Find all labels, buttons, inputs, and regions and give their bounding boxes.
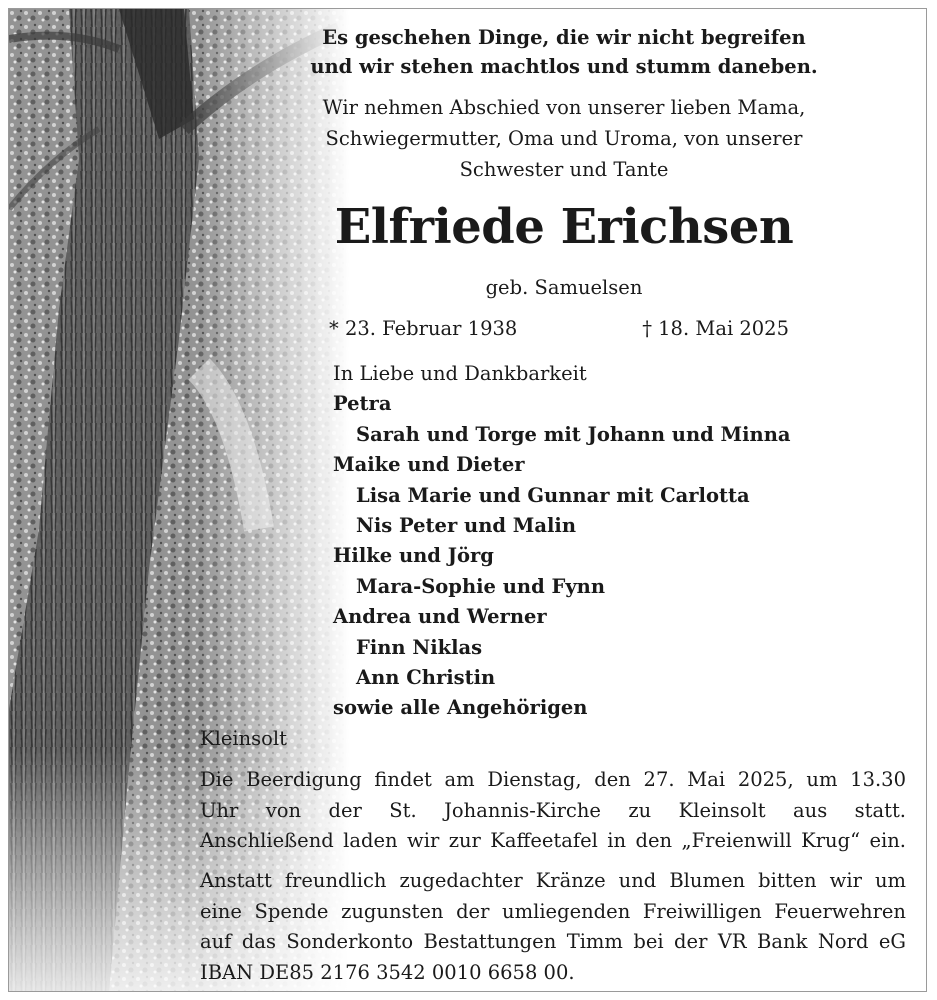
mourner-entry: Sarah und Torge mit Johann und Minna <box>356 422 791 446</box>
funeral-notice <box>200 765 906 857</box>
intro-line: Wir nehmen Abschied von unserer lieben Mama, <box>322 96 806 119</box>
mourner-entry: Finn Niklas <box>356 635 483 659</box>
funeral-line: Die Beerdigung findet am Dienstag, den 27. Mai 2025, um 13.30 <box>200 768 906 791</box>
obituary-text <box>9 9 927 992</box>
death-date: † 18. Mai 2025 <box>642 317 789 340</box>
mourner-entry: sowie alle Angehörigen <box>333 696 588 720</box>
motto-line: und wir stehen machtlos und stumm daneben. <box>310 55 818 78</box>
mourner-entry: Lisa Marie und Gunnar mit Carlotta <box>356 483 750 507</box>
place-name: Kleinsolt <box>200 727 287 750</box>
deceased-name: Elfriede Erichsen <box>334 199 794 255</box>
donation-line: eine Spende zugunsten der umliegenden Freiwilligen Feuerwehren <box>200 899 906 923</box>
mourner-entry: Mara-Sophie und Fynn <box>356 574 606 598</box>
funeral-line: Anschließend laden wir zur Kaffeetafel in den „Freienwill Krug“ ein. <box>200 829 906 852</box>
mourner-entry: Andrea und Werner <box>333 605 547 629</box>
mourner-entry: Nis Peter und Malin <box>356 514 577 538</box>
motto <box>309 23 819 81</box>
donation-line: Anstatt freundlich zugedachter Kränze und Blumen bitten wir um <box>200 869 906 892</box>
donation-notice <box>200 866 906 988</box>
mourner-entry: Petra <box>333 392 392 416</box>
donation-line: IBAN DE85 2176 3542 0010 6658 00. <box>200 960 575 984</box>
funeral-line: Uhr von der St. Johannis-Kirche zu Kleinsolt aus statt. <box>200 798 906 822</box>
mourner-entry: Hilke und Jörg <box>333 544 494 568</box>
motto-line: Es geschehen Dinge, die wir nicht begreifen <box>322 26 806 49</box>
birth-date: * 23. Februar 1938 <box>329 317 518 340</box>
intro-line: Schwiegermutter, Oma und Uroma, von unserer <box>325 127 803 150</box>
mourner-entry: Maike und Dieter <box>333 453 525 477</box>
mourners-list <box>333 359 893 724</box>
mourners-lead: In Liebe und Dankbarkeit <box>333 362 587 385</box>
mourner-entry: Ann Christin <box>356 666 496 690</box>
obituary-frame <box>8 8 927 992</box>
intro-line: Schwester und Tante <box>459 158 669 181</box>
intro-text <box>309 92 819 185</box>
donation-line: auf das Sonderkonto Bestattungen Timm bei der VR Bank Nord eG <box>200 930 906 953</box>
birth-name: geb. Samuelsen <box>485 276 643 299</box>
